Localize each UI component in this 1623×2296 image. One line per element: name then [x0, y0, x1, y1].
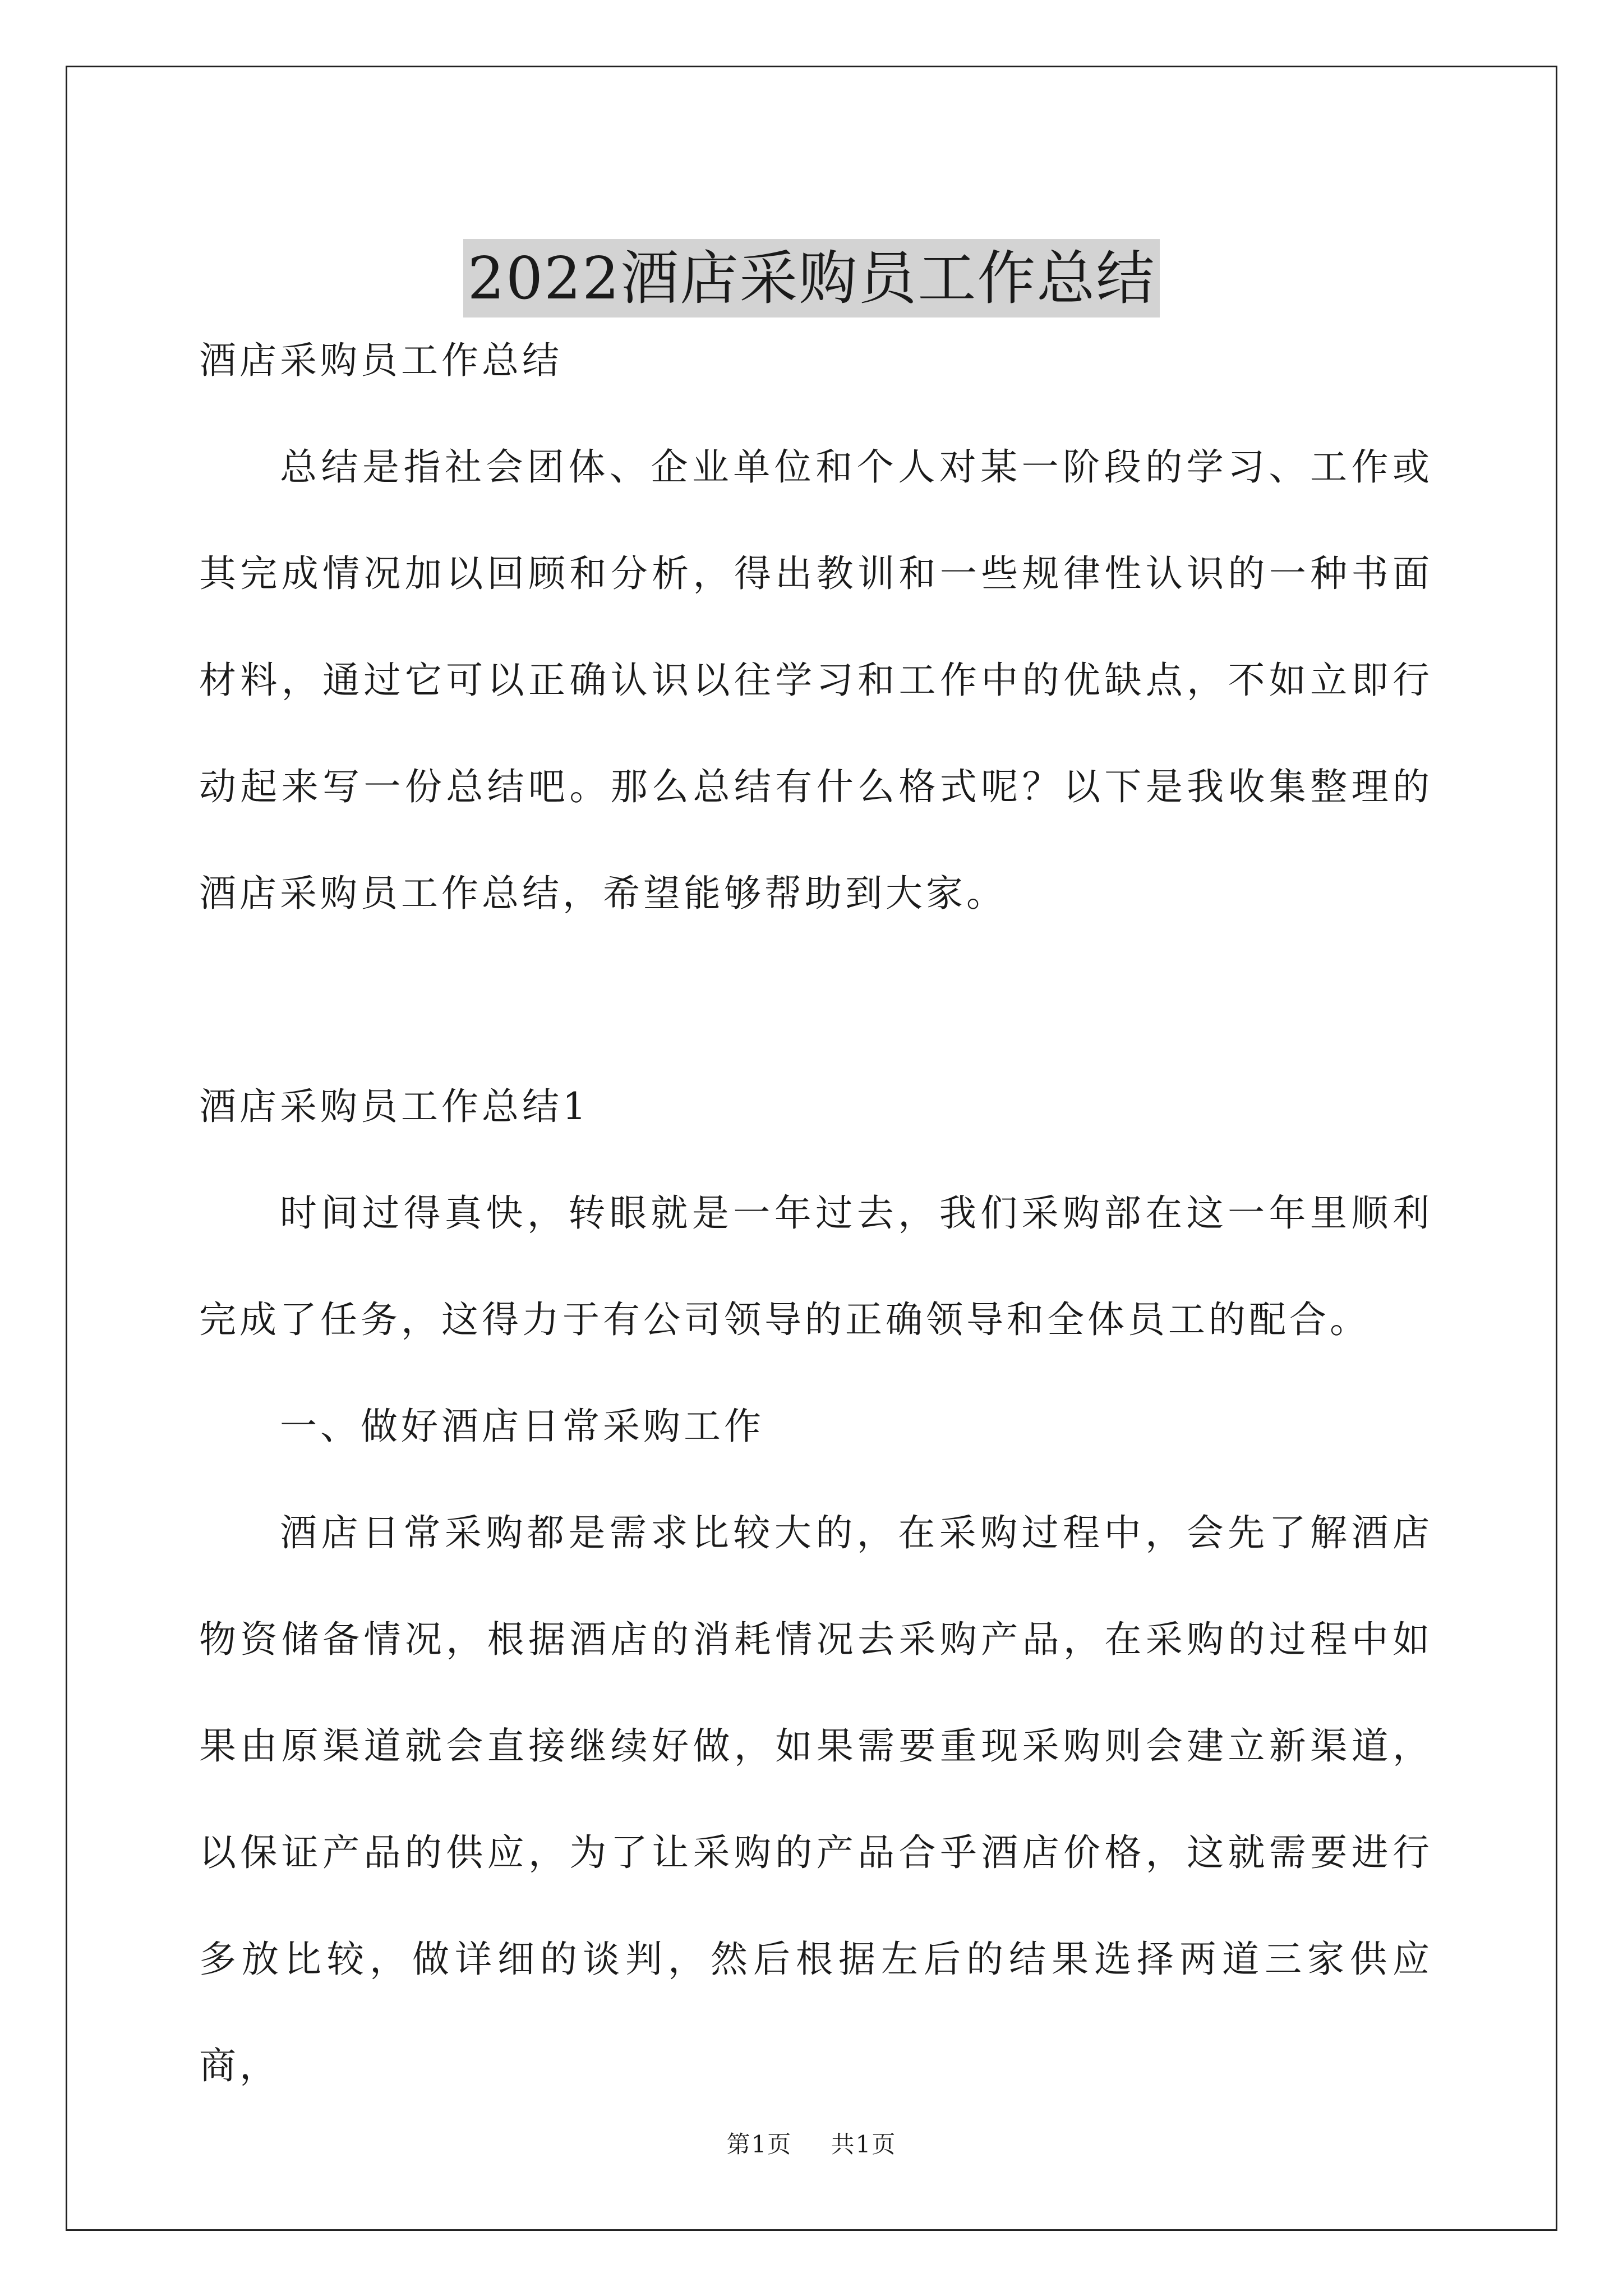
document-body	[199, 307, 1433, 2119]
page-total: 共1页	[831, 2131, 897, 2158]
point-heading-1: 一、做好酒店日常采购工作	[280, 1405, 764, 1448]
intro-paragraph: 总结是指社会团体、企业单位和个人对某一阶段的学习、工作或其完成情况加以回顾和分析，得出教训和一些规律性认识的一种书面材料，通过它可以正确认识以往学习和工作中的优缺点，不如立即行动起来写一份总结吧。那么总结有什么格式呢？以下是我收集整理的酒店采购员工作总结，希望能够帮助到大家。	[199, 445, 1433, 915]
page-number: 第1页	[726, 2131, 792, 2158]
document-title: 2022酒店采购员工作总结	[463, 239, 1160, 318]
page-footer	[0, 2126, 1623, 2160]
document-subtitle: 酒店采购员工作总结	[199, 339, 562, 382]
section-heading: 酒店采购员工作总结1	[199, 1085, 589, 1128]
paragraph-spacer	[199, 947, 1433, 1053]
body-paragraph-1: 时间过得真快，转眼就是一年过去，我们采购部在这一年里顺利完成了任务，这得力于有公司领导的正确领导和全体员工的配合。	[199, 1191, 1433, 1341]
body-paragraph-2: 酒店日常采购都是需求比较大的，在采购过程中，会先了解酒店物资储备情况，根据酒店的消耗情况去采购产品，在采购的过程中如果由原渠道就会直接继续好做，如果需要重现采购则会建立新渠道，以保证产品的供应，为了让采购的产品合乎酒店价格，这就需要进行多放比较，做详细的谈判，然后根据左后的结果选择两道三家供应商，	[199, 1511, 1433, 2087]
